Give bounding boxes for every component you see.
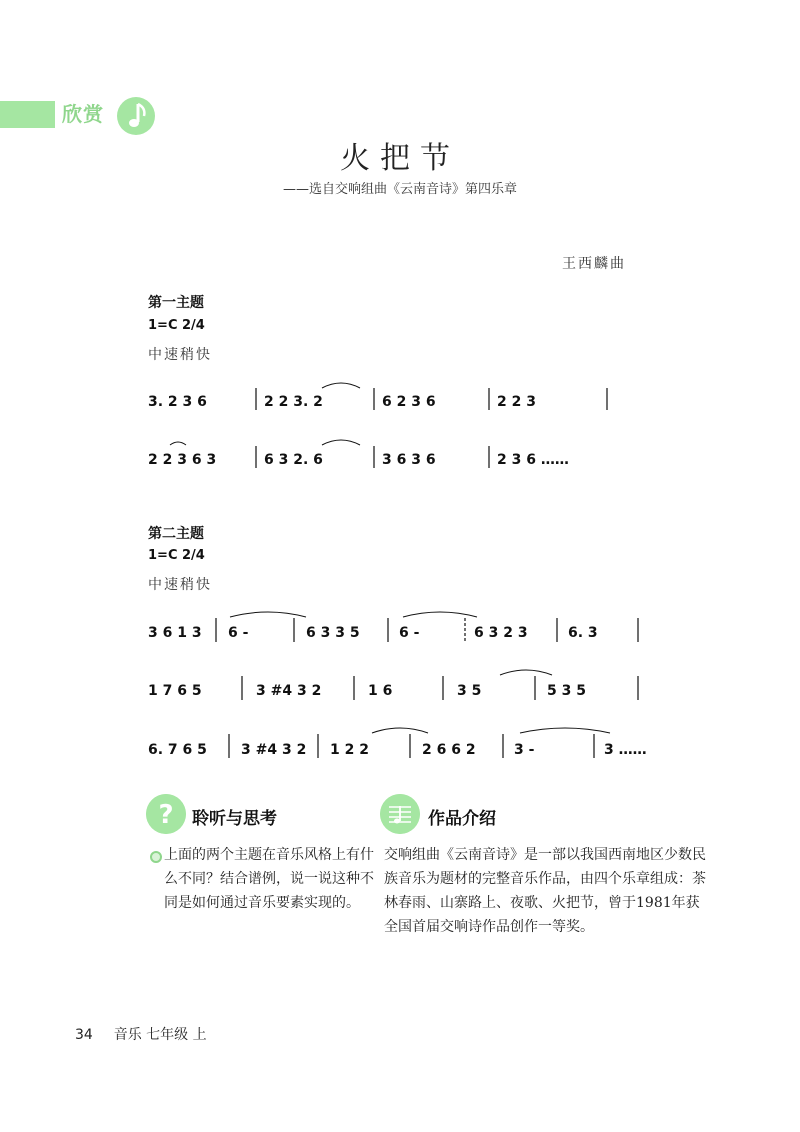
bullet-icon xyxy=(150,851,162,863)
theme1-line-2 xyxy=(148,440,569,468)
listen-text: 上面的两个主题在音乐风格上有什么不同？结合谱例，说一说这种不同是如何通过音乐要素实现的。 xyxy=(164,847,374,911)
score-measure: 6. 3 xyxy=(568,625,598,641)
page-number: 34 xyxy=(75,1027,93,1043)
score-measure: 3 - xyxy=(514,742,535,758)
score-measure: 3 …… xyxy=(604,742,647,758)
score-measure: 1 7 6 5 xyxy=(148,683,202,699)
score-measure: 6 - xyxy=(228,625,249,641)
score-measure: 3 5 xyxy=(457,683,482,699)
page-footer xyxy=(75,1024,207,1044)
score-measure: 6 3 2. 6 xyxy=(264,452,323,468)
score-measure: 6. 7 6 5 xyxy=(148,742,207,758)
theme1-key: 1=C 2/4 xyxy=(148,318,205,333)
piece-subtitle: ——选自交响组曲《云南音诗》第四乐章 xyxy=(282,182,517,197)
score-measure: 1 2 2 xyxy=(330,742,369,758)
score-measure: 2 2 3 xyxy=(497,394,536,410)
score-measure: 6 3 3 5 xyxy=(306,625,360,641)
score-measure: 3 6 1 3 xyxy=(148,625,202,641)
score-measure: 2 3 6 …… xyxy=(497,452,569,468)
intro-title: 作品介绍 xyxy=(428,809,496,829)
svg-text:?: ? xyxy=(158,800,174,830)
theme1-line-1 xyxy=(148,383,607,410)
score-measure: 2 6 6 2 xyxy=(422,742,476,758)
theme2-line-3 xyxy=(148,728,647,758)
question-icon xyxy=(146,794,186,834)
intro-text: 交响组曲《云南音诗》是一部以我国西南地区少数民族音乐为题材的完整音乐作品，由四个乐章组成：茶林春雨、山寨路上、夜歌、火把节，曾于1981年获全国首届交响诗作品创作一等奖。 xyxy=(384,847,706,935)
section-tag: 欣赏 xyxy=(62,102,104,126)
composer: 王西麟曲 xyxy=(562,256,626,272)
score-measure: 2 2 3. 2 xyxy=(264,394,323,410)
score-measure: 3 #4 3 2 xyxy=(241,742,307,758)
theme1-title: 第一主题 xyxy=(148,295,204,311)
score-measure: 1 6 xyxy=(368,683,393,699)
score-measure: 3 #4 3 2 xyxy=(256,683,322,699)
theme2-key: 1=C 2/4 xyxy=(148,548,205,563)
score-measure: 3. 2 3 6 xyxy=(148,394,207,410)
listen-title: 聆听与思考 xyxy=(192,809,277,829)
theme1-tempo: 中速稍快 xyxy=(148,347,212,363)
score-measure: 6 2 3 6 xyxy=(382,394,436,410)
score-measure: 6 3 2 3 xyxy=(474,625,528,641)
score-measure: 5 3 5 xyxy=(547,683,586,699)
score-measure: 6 - xyxy=(399,625,420,641)
theme2-line-1 xyxy=(148,612,638,642)
piece-title: 火把节 xyxy=(340,141,460,176)
score-measure: 2 2 3 6 3 xyxy=(148,452,217,468)
theme2-line-2 xyxy=(148,670,638,700)
book-title: 音乐 七年级 上 xyxy=(113,1027,207,1043)
theme2-title: 第二主题 xyxy=(148,526,204,542)
sheet-music-icon xyxy=(380,794,420,834)
theme2-tempo: 中速稍快 xyxy=(148,577,212,593)
score-measure: 3 6 3 6 xyxy=(382,452,436,468)
